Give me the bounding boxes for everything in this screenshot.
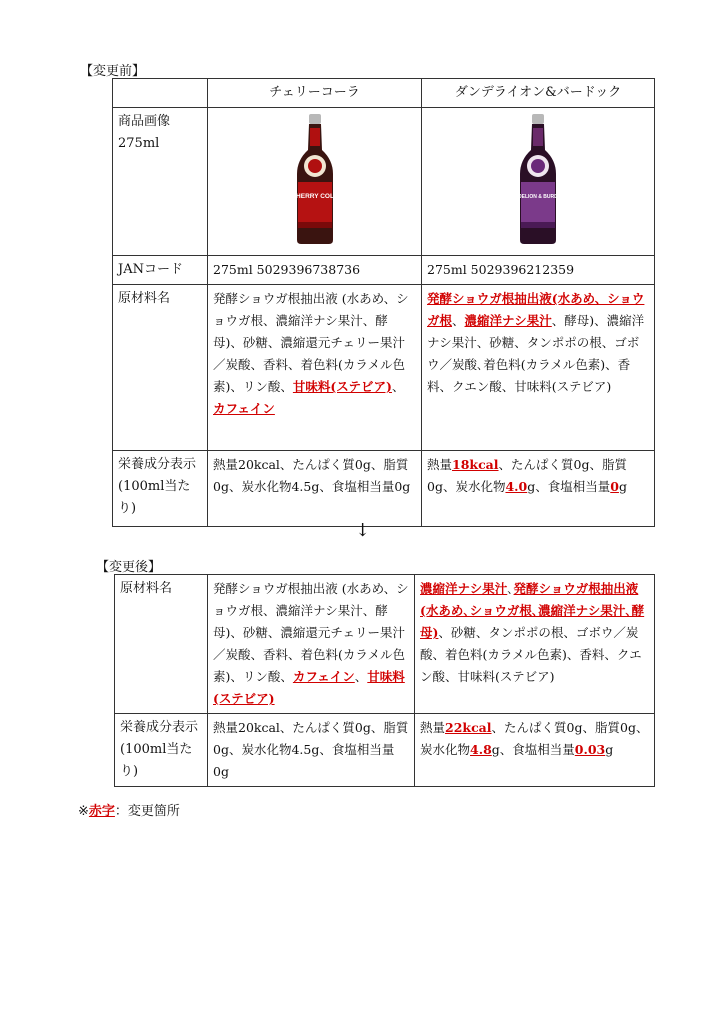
jan-cherry: 275ml 5029396738736	[208, 256, 422, 285]
after-nutrition-dandelion-carbs: 4.8	[470, 742, 492, 757]
col-header-cherry: チェリーコーラ	[208, 79, 422, 108]
ingredients-dandelion	[422, 285, 655, 451]
after-nutrition-dandelion-text2: 、たんぱく質0g、脂質0g、炭水化物	[420, 720, 649, 757]
cherry-bottle-label: CHERRY COLA	[290, 193, 339, 200]
after-ingredients-cherry-text2: 、	[354, 669, 368, 684]
after-row-label-nutrition: 栄養成分表示(100ml当たり)	[115, 714, 208, 787]
nutrition-dandelion-salt: 0	[610, 479, 619, 494]
ingredients-cherry-changed1: 甘味料(ステビア)	[292, 379, 392, 394]
nutrition-dandelion	[422, 451, 655, 527]
nutrition-dandelion-energy: 18kcal	[452, 457, 499, 472]
row-label-ingredients: 原材料名	[113, 285, 208, 451]
ingredients-dandelion-changed2: 濃縮洋ナシ果汁	[464, 313, 552, 328]
after-nutrition-dandelion-text4: g	[605, 742, 614, 757]
nutrition-dandelion-text2: 、たんぱく質0g、脂質0g、炭水化物	[427, 457, 627, 494]
row-label-image	[113, 108, 208, 256]
nutrition-dandelion-text1: 熱量	[427, 457, 453, 472]
after-heading: 【変更後】	[96, 560, 162, 575]
after-ingredients-dandelion-changed1: 濃縮洋ナシ果汁	[420, 581, 508, 596]
jan-dandelion: 275ml 5029396212359	[422, 256, 655, 285]
cherry-cola-bottle-image	[285, 108, 345, 248]
after-ingredients-dandelion-text2: 、砂糖、タンポポの根、ゴボウ／炭酸、着色料(カラメル色素)、香料、クエン酸、甘味料(ステビア)	[420, 625, 642, 684]
dandelion-bottle-label: DANDELION & BURDOCK	[508, 194, 568, 200]
image-label-line1: 商品画像	[118, 114, 171, 129]
after-table	[114, 574, 655, 787]
nutrition-dandelion-text3: g、食塩相当量	[527, 479, 611, 494]
dandelion-burdock-bottle-image	[508, 108, 568, 248]
ingredients-cherry-text1: 発酵ショウガ根抽出液 (水あめ、ショウガ根、濃縮洋ナシ果汁、酵母)、砂糖、濃縮還元チェリー果汁／炭酸、香料、着色料(カラメル色素)、リン酸、	[213, 291, 409, 394]
after-nutrition-cherry: 熱量20kcal、たんぱく質0g、脂質0g、炭水化物4.5g、食塩相当量0g	[208, 714, 415, 787]
note-red-word: 赤字	[88, 804, 115, 819]
row-label-nutrition: 栄養成分表示(100ml当たり)	[113, 451, 208, 527]
ingredients-cherry	[208, 285, 422, 451]
bottle-cell-dandelion	[422, 108, 655, 256]
nutrition-dandelion-text4: g	[618, 479, 627, 494]
before-heading: 【変更前】	[80, 64, 146, 79]
after-nutrition-dandelion-text1: 熱量	[420, 720, 446, 735]
col-header-dandelion: ダンデライオン&バードック	[422, 79, 655, 108]
after-ingredients-dandelion	[415, 575, 655, 714]
after-ingredients-dandelion-text1: ､	[507, 581, 514, 596]
note-prefix: ※	[78, 804, 89, 819]
after-nutrition-dandelion-text3: g、食塩相当量	[491, 742, 575, 757]
bottle-cell-cherry	[208, 108, 422, 256]
image-label-line2: 275ml	[118, 136, 160, 151]
down-arrow-icon: ↓	[355, 520, 371, 541]
ingredients-dandelion-text1: 、	[452, 313, 465, 328]
after-ingredients-cherry-text1: 発酵ショウガ根抽出液 (水あめ、ショウガ根、濃縮洋ナシ果汁、酵母)、砂糖、濃縮還元チェリー果汁／炭酸、香料、着色料(カラメル色素)、リン酸、	[213, 581, 409, 684]
nutrition-dandelion-carbs: 4.0	[505, 479, 528, 494]
ingredients-dandelion-text2: 、酵母)、濃縮洋ナシ果汁、砂糖、タンポポの根、ゴボウ／炭酸､着色料(カラメル色素)、香料、クエン酸、甘味料(ステビア)	[427, 313, 645, 394]
after-ingredients-dandelion-changed2: 発酵ショウガ根抽出液(水あめ､ショウガ根､濃縮洋ナシ果汁､酵母)	[420, 581, 645, 640]
after-ingredients-cherry	[208, 575, 415, 714]
before-table	[112, 78, 655, 527]
after-row-label-ingredients: 原材料名	[115, 575, 208, 714]
after-nutrition-dandelion	[415, 714, 655, 787]
legend-note	[78, 800, 180, 819]
ingredients-dandelion-changed1: 発酵ショウガ根抽出液(水あめ、ショウガ根	[427, 291, 645, 328]
ingredients-cherry-text2: 、	[391, 379, 405, 394]
nutrition-cherry: 熱量20kcal、たんぱく質0g、脂質0g、炭水化物4.5g、食塩相当量0g	[208, 451, 422, 527]
row-label-jan: JANコード	[113, 256, 208, 285]
after-nutrition-dandelion-energy: 22kcal	[445, 720, 492, 735]
ingredients-cherry-changed2: カフェイン	[213, 401, 275, 416]
after-ingredients-cherry-changed1: カフェイン	[292, 669, 355, 684]
corner-cell	[113, 79, 208, 108]
after-ingredients-cherry-changed2: 甘味料(ステビア)	[213, 669, 405, 706]
after-nutrition-dandelion-salt: 0.03	[574, 742, 606, 757]
note-suffix: ：変更箇所	[114, 804, 180, 819]
